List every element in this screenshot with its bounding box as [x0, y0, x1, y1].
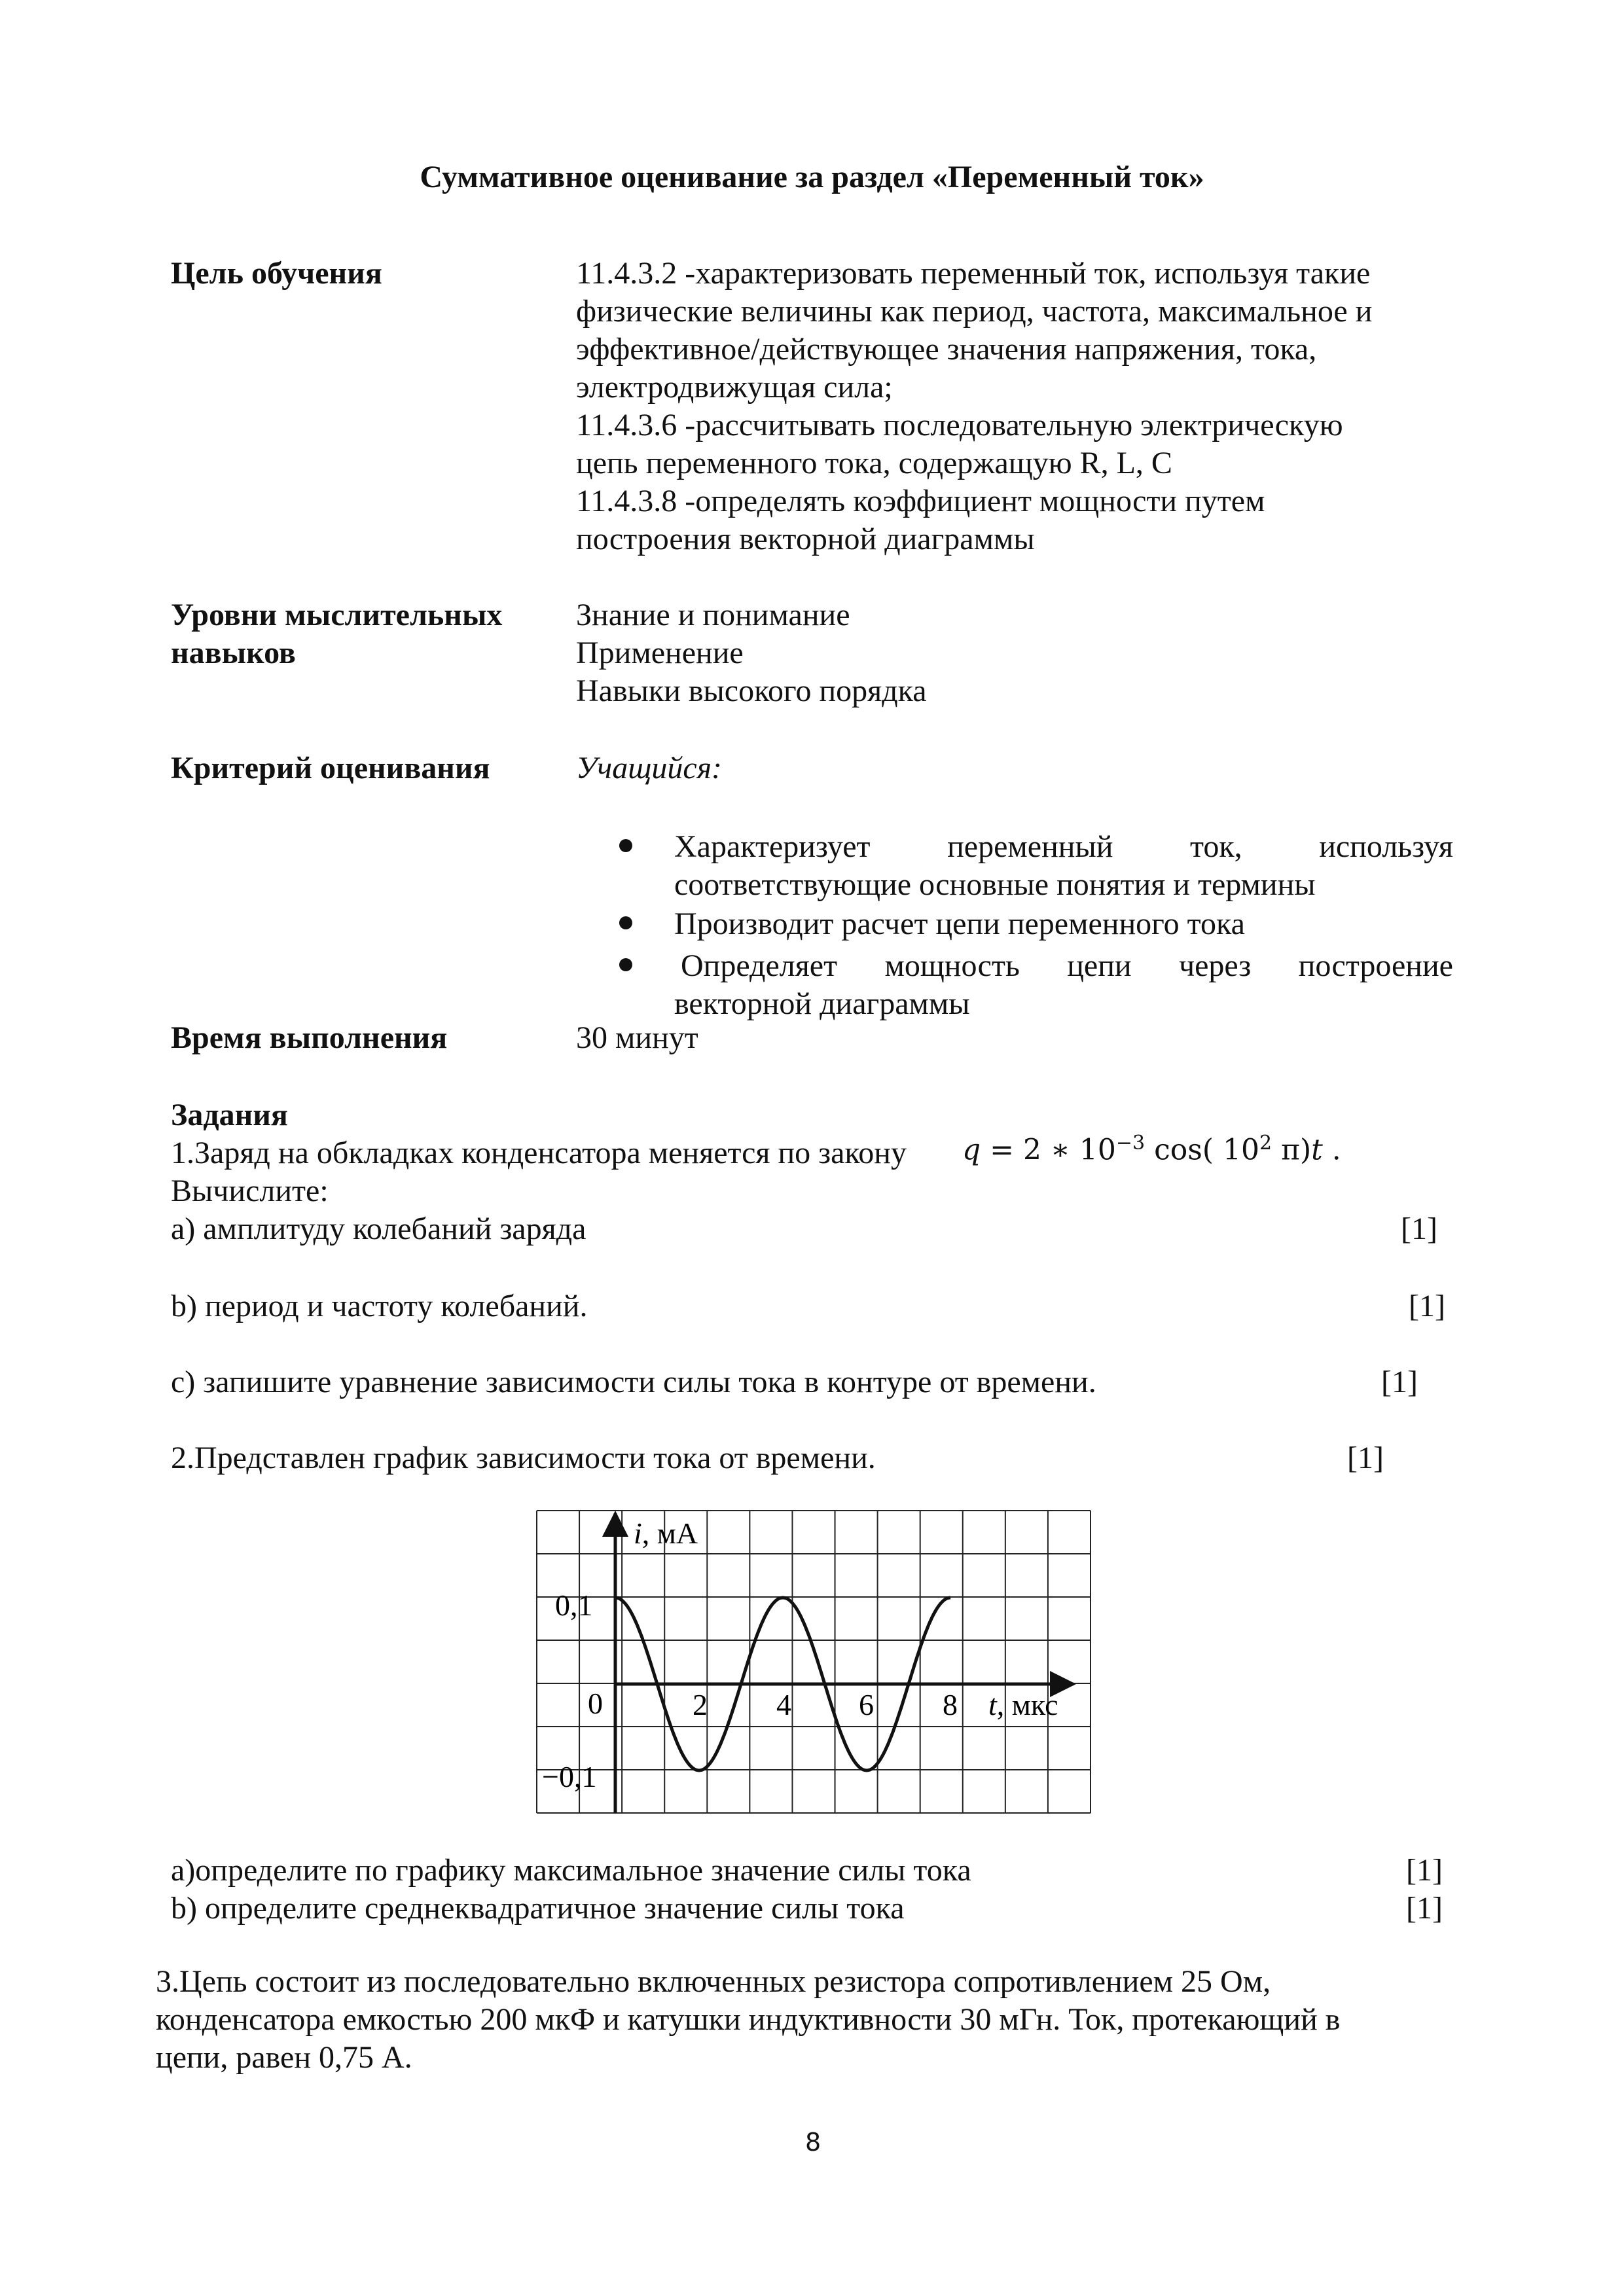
criteria-bullet-3-cont: векторной диаграммы — [674, 986, 970, 1021]
task3-line: конденсатора емкостью 200 мкФ и катушки индуктивности 30 мГн. Ток, протекающий в — [156, 2002, 1341, 2037]
goal-label: Цель обучения — [171, 256, 382, 291]
mark: [1] — [1347, 1441, 1384, 1475]
task2a: а)определите по графику максимальное значение силы тока — [171, 1853, 971, 1888]
mark: [1] — [1409, 1289, 1445, 1323]
x-tick-label: 6 — [859, 1688, 874, 1721]
goal-line: цепь переменного тока, содержащую R, L, C — [576, 446, 1172, 480]
task1-formula: q = 2 ∗ $10^{-3}$ cos( $10^2$ π)t . — [962, 1132, 1341, 1167]
mark: [1] — [1406, 1891, 1443, 1926]
goal-line: построения векторной диаграммы — [576, 522, 1035, 556]
criteria-bullet-1: Характеризует переменный ток, используя — [674, 829, 1453, 864]
mark: [1] — [1381, 1365, 1418, 1399]
x-axis-label: t, мкс — [988, 1688, 1058, 1721]
y-tick-label: 0 — [588, 1687, 603, 1720]
criteria-bullet-1-cont: соответствующие основные понятия и термины — [674, 867, 1316, 902]
mark: [1] — [1406, 1853, 1443, 1888]
mark: [1] — [1401, 1211, 1437, 1246]
task1-text: 1.Заряд на обкладках конденсатора меняется по закону — [171, 1136, 907, 1170]
bullet-dot — [619, 916, 632, 929]
x-tick-label: 2 — [693, 1688, 708, 1721]
x-tick-label: 4 — [776, 1688, 791, 1721]
goal-line: электродвижущая сила; — [576, 370, 893, 404]
current-time-graph — [524, 1505, 1100, 1820]
y-axis-label: i, мА — [634, 1516, 698, 1550]
task3-line: 3.Цепь состоит из последовательно включенных резистора сопротивлением 25 Ом, — [156, 1964, 1271, 1999]
goal-line: эффективное/действующее значения напряжения, тока, — [576, 332, 1317, 367]
time-value: 30 минут — [576, 1020, 698, 1055]
document-title: Суммативное оценивание за раздел «Переменный ток» — [420, 160, 1204, 194]
goal-line: 11.4.3.6 -рассчитывать последовательную электрическую — [576, 408, 1343, 442]
task1b: b) период и частоту колебаний. — [171, 1289, 588, 1323]
bullet-dot — [619, 839, 632, 852]
levels-label: Уровни мыслительных — [171, 598, 503, 632]
criteria-intro: Учащийся: — [576, 751, 723, 785]
level-item: Знание и понимание — [576, 598, 850, 632]
task1a: а) амплитуду колебаний заряда — [171, 1211, 586, 1246]
task2b: b) определите среднеквадратичное значение силы тока — [171, 1891, 905, 1926]
tasks-heading: Задания — [171, 1098, 288, 1132]
bullet-dot — [619, 958, 632, 971]
x-tick-label: 8 — [943, 1688, 958, 1721]
goal-line: физические величины как период, частота, максимальное и — [576, 294, 1373, 329]
criteria-bullet-3: Определяет мощность цепи через построение — [681, 948, 1453, 983]
task3-line: цепи, равен 0,75 А. — [156, 2040, 412, 2075]
level-item: Применение — [576, 636, 744, 670]
graph-grid — [537, 1511, 1091, 1813]
task1-calc: Вычислите: — [171, 1174, 329, 1208]
levels-label: навыков — [171, 636, 296, 670]
task1c: с) запишите уравнение зависимости силы тока в контуре от времени. — [171, 1365, 1096, 1399]
page-number: 8 — [805, 2128, 821, 2157]
y-tick-label: −0,1 — [542, 1760, 597, 1793]
task2-text: 2.Представлен график зависимости тока от времени. — [171, 1441, 876, 1475]
y-tick-label: 0,1 — [555, 1588, 593, 1622]
goal-line: 11.4.3.2 -характеризовать переменный ток, используя такие — [576, 256, 1371, 291]
goal-line: 11.4.3.8 -определять коэффициент мощности путем — [576, 484, 1265, 518]
criteria-bullet-2: Производит расчет цепи переменного тока — [674, 906, 1245, 941]
level-item: Навыки высокого порядка — [576, 673, 927, 708]
criteria-label: Критерий оценивания — [171, 751, 490, 785]
time-label: Время выполнения — [171, 1020, 448, 1055]
